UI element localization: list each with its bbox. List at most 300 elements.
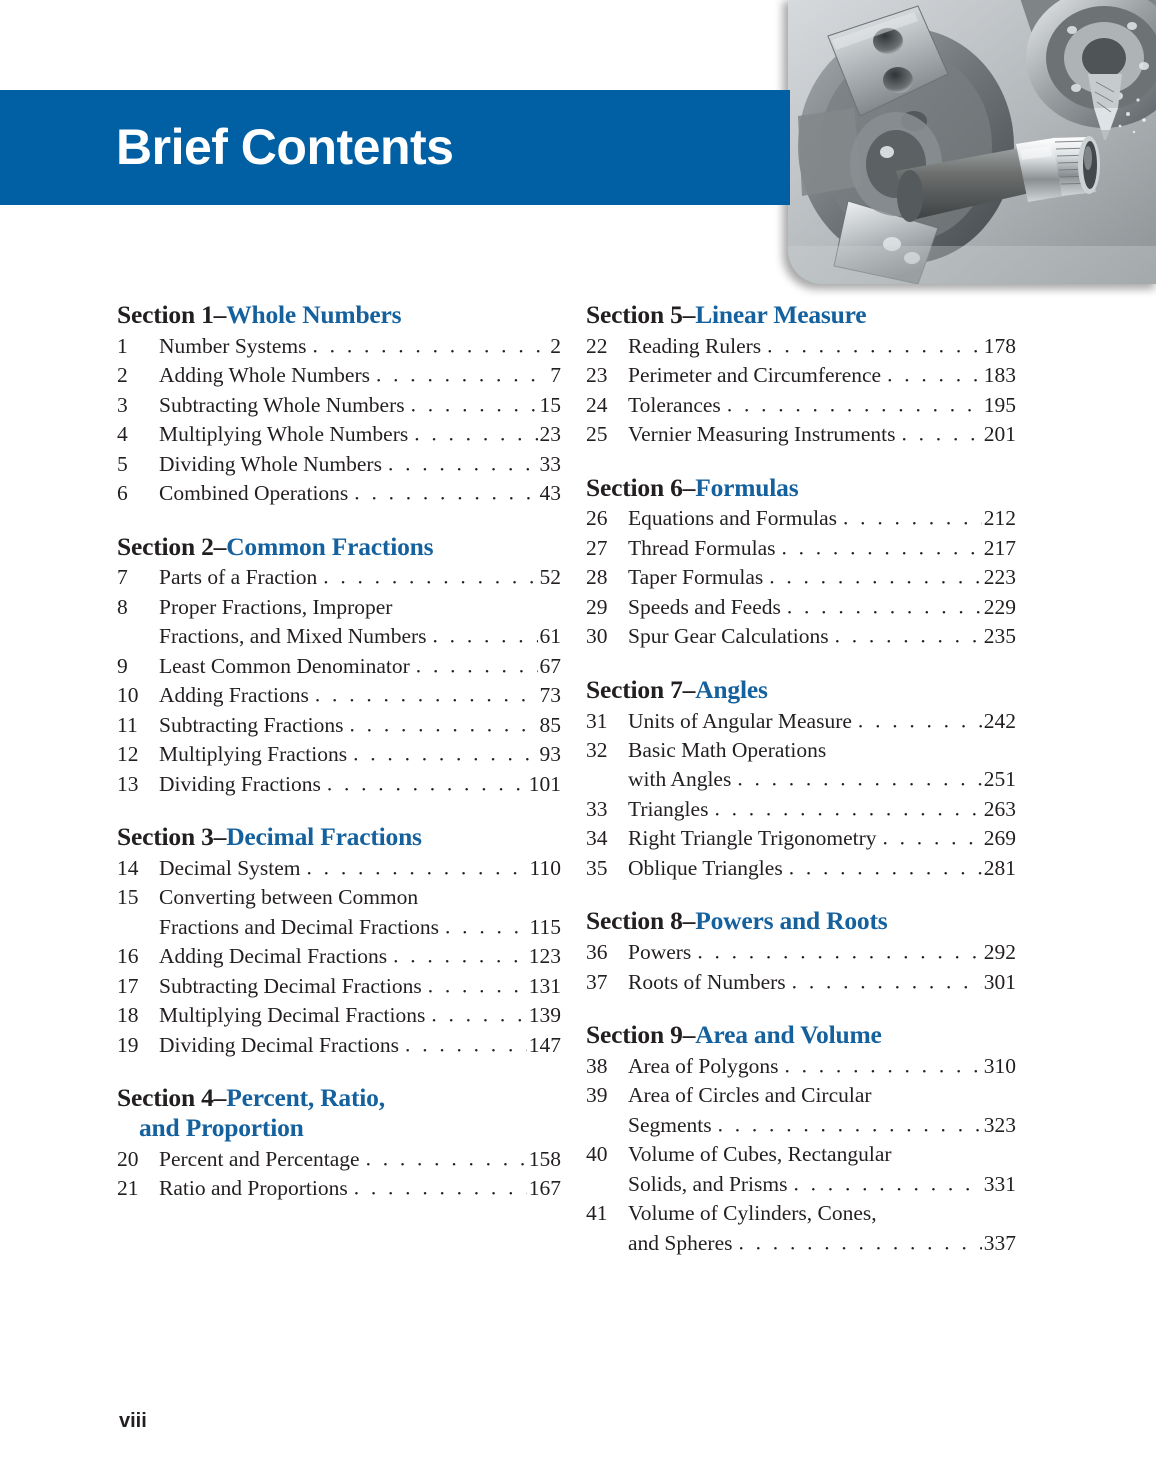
toc-dot-leader	[794, 1169, 982, 1198]
toc-dot-leader	[376, 361, 548, 390]
toc-entry-title: Proper Fractions, Improper	[159, 594, 393, 619]
toc-entry[interactable]	[117, 711, 561, 740]
toc-entry-title-line2: Fractions, and Mixed Numbers	[159, 624, 427, 649]
toc-section-block	[117, 1083, 561, 1204]
toc-dot-leader	[697, 938, 981, 967]
toc-section-block	[586, 675, 1016, 884]
toc-entry-title: Tolerances	[628, 392, 721, 417]
toc-entry-number: 36	[586, 940, 608, 965]
toc-entry-line	[117, 770, 561, 799]
toc-entry-number: 33	[586, 796, 608, 821]
toc-entry-line	[117, 711, 561, 740]
toc-entry-line	[117, 420, 561, 449]
toc-dot-leader	[781, 533, 981, 562]
toc-entry-number: 37	[586, 969, 608, 994]
section-heading-name: Decimal Fractions	[226, 822, 422, 851]
toc-entry-title: Decimal System	[159, 855, 301, 880]
toc-entry-page-number: 43	[539, 481, 561, 506]
toc-entry-line	[586, 1199, 1016, 1228]
toc-dot-leader	[883, 824, 982, 853]
toc-entry-title: Dividing Decimal Fractions	[159, 1032, 400, 1057]
toc-entry-page-number: 242	[983, 708, 1016, 733]
toc-entry-title: Volume of Cubes, Rectangular	[628, 1142, 892, 1167]
toc-entry-number: 31	[586, 708, 608, 733]
section-heading-prefix: Section 3–	[117, 822, 227, 851]
toc-entry-page-number: 147	[528, 1032, 561, 1057]
toc-entry-line	[117, 479, 561, 508]
toc-dot-leader	[902, 420, 982, 449]
toc-entry[interactable]	[117, 652, 561, 681]
toc-entry[interactable]	[117, 563, 561, 592]
toc-entry[interactable]	[117, 740, 561, 769]
toc-entry-line	[117, 1031, 561, 1060]
toc-dot-leader	[388, 449, 538, 478]
toc-entry-number: 8	[117, 594, 128, 619]
toc-entry-number: 15	[117, 885, 139, 910]
toc-entry[interactable]	[586, 968, 1016, 997]
toc-entry[interactable]	[586, 1140, 1016, 1199]
toc-entry-number: 17	[117, 973, 139, 998]
toc-entry-title: Thread Formulas	[628, 535, 776, 560]
toc-entry-page-number: 23	[539, 422, 561, 447]
toc-entry-line	[586, 1052, 1016, 1081]
toc-entry-number: 18	[117, 1003, 139, 1028]
toc-entry-title: Equations and Formulas	[628, 506, 838, 531]
toc-entry-line	[586, 420, 1016, 449]
toc-entry-title: Subtracting Decimal Fractions	[159, 973, 422, 998]
toc-entry-line	[586, 391, 1016, 420]
toc-entry[interactable]	[117, 391, 561, 420]
toc-dot-leader	[350, 710, 538, 739]
toc-entry-page-number: 7	[550, 363, 561, 388]
toc-entry[interactable]	[586, 593, 1016, 622]
toc-dot-leader	[354, 1174, 527, 1203]
toc-dot-leader	[327, 769, 527, 798]
toc-dot-leader	[405, 1030, 527, 1059]
toc-entry-title: Adding Decimal Fractions	[159, 944, 388, 969]
toc-entry-page-number: 178	[983, 333, 1016, 358]
toc-dot-leader	[739, 1228, 982, 1257]
toc-section-block	[117, 532, 561, 799]
toc-entry-title-line2: Solids, and Prisms	[628, 1171, 788, 1196]
toc-entry[interactable]	[117, 1174, 561, 1203]
toc-entry[interactable]	[117, 1031, 561, 1060]
toc-entry-line	[586, 795, 1016, 824]
toc-entry-number: 5	[117, 451, 128, 476]
toc-entry[interactable]	[586, 707, 1016, 736]
toc-entry-title: Area of Circles and Circular	[628, 1083, 872, 1108]
toc-entry-title: Taper Formulas	[628, 565, 764, 590]
toc-entry[interactable]	[117, 972, 561, 1001]
toc-dot-leader	[416, 651, 538, 680]
toc-entry[interactable]	[586, 736, 1016, 795]
toc-entry[interactable]	[117, 450, 561, 479]
toc-entry-number: 3	[117, 392, 128, 417]
toc-dot-leader	[366, 1144, 527, 1173]
section-heading-name: Powers and Roots	[695, 906, 888, 936]
toc-entry-line	[117, 361, 561, 390]
toc-entry-title: Basic Math Operations	[628, 738, 827, 763]
toc-entry-number: 41	[586, 1201, 608, 1226]
toc-entry-number: 21	[117, 1176, 139, 1201]
toc-entry-title: Parts of a Fraction	[159, 565, 318, 590]
toc-section-heading	[586, 675, 1016, 705]
toc-entry-title: Combined Operations	[159, 481, 349, 506]
toc-entry-title: Multiplying Whole Numbers	[159, 422, 409, 447]
toc-entry-page-number: 123	[528, 944, 561, 969]
toc-entry-page-number: 131	[528, 973, 561, 998]
toc-entry-number: 22	[586, 333, 608, 358]
toc-entry[interactable]	[586, 361, 1016, 390]
section-heading-prefix: Section 7–	[586, 674, 696, 704]
toc-entry[interactable]	[117, 479, 561, 508]
toc-entry-line	[117, 1001, 561, 1030]
toc-entry-page-number: 269	[983, 826, 1016, 851]
section-heading-prefix: Section 6–	[586, 472, 696, 502]
toc-section-heading	[117, 532, 561, 562]
toc-entry-line	[117, 563, 561, 592]
toc-entry-title: Oblique Triangles	[628, 855, 783, 880]
toc-entry-line	[117, 1174, 561, 1203]
section-heading-name: Percent, Ratio,	[226, 1083, 385, 1112]
toc-dot-leader	[784, 1051, 981, 1080]
toc-entry-page-number: 195	[983, 392, 1016, 417]
cnc-lathe-machining-image	[788, 0, 1156, 284]
toc-dot-leader	[727, 390, 982, 419]
toc-entry[interactable]	[586, 938, 1016, 967]
toc-entry-title: Number Systems	[159, 333, 307, 358]
toc-entry[interactable]	[117, 770, 561, 799]
toc-entry-number: 19	[117, 1032, 139, 1057]
page-number-folio: viii	[119, 1410, 147, 1432]
toc-entry[interactable]	[117, 681, 561, 710]
toc-section-block	[586, 300, 1016, 450]
toc-entry-page-number: 292	[983, 940, 1016, 965]
toc-entry-line	[117, 883, 561, 912]
toc-entry-title-line2: and Spheres	[628, 1230, 733, 1255]
toc-entry-line-continued	[586, 1111, 1016, 1140]
toc-entry-title: Subtracting Whole Numbers	[159, 392, 405, 417]
toc-entry-line-continued	[117, 622, 561, 651]
toc-entry-page-number: 263	[983, 796, 1016, 821]
table-of-contents	[0, 300, 1156, 1300]
section-heading-name: Linear Measure	[695, 300, 867, 329]
toc-entry[interactable]	[117, 942, 561, 971]
toc-entry-number: 11	[117, 712, 138, 737]
toc-entry-title: Roots of Numbers	[628, 969, 786, 994]
toc-entry[interactable]	[117, 1001, 561, 1030]
toc-entry-title: Speeds and Feeds	[628, 594, 781, 619]
title-banner	[0, 90, 790, 205]
toc-dot-leader	[835, 622, 982, 651]
toc-entry-title: Reading Rulers	[628, 333, 762, 358]
toc-entry[interactable]	[117, 361, 561, 390]
toc-entry-number: 7	[117, 565, 128, 590]
section-heading-name-line2: and Proportion	[139, 1112, 304, 1142]
toc-entry-title: Least Common Denominator	[159, 653, 410, 678]
toc-entry-title: Spur Gear Calculations	[628, 624, 829, 649]
toc-entry-number: 24	[586, 392, 608, 417]
toc-entry-title: Adding Whole Numbers	[159, 363, 370, 388]
toc-entry-number: 4	[117, 422, 128, 447]
toc-entry-page-number: 139	[528, 1003, 561, 1028]
toc-entry-number: 28	[586, 565, 608, 590]
toc-entry-number: 34	[586, 826, 608, 851]
toc-entry-number: 27	[586, 535, 608, 560]
toc-section-block	[117, 822, 561, 1060]
toc-entry[interactable]	[117, 1145, 561, 1174]
toc-dot-leader	[431, 1001, 526, 1030]
toc-entry-page-number: 201	[983, 422, 1016, 447]
toc-section-heading	[117, 822, 561, 852]
toc-entry-number: 2	[117, 363, 128, 388]
toc-entry-line-continued	[586, 1170, 1016, 1199]
toc-section-block	[117, 300, 561, 509]
toc-entry-number: 10	[117, 683, 139, 708]
toc-entry-line	[586, 563, 1016, 592]
toc-dot-leader	[433, 622, 538, 651]
toc-entry-title: Converting between Common	[159, 885, 419, 910]
toc-section-heading	[117, 1083, 561, 1143]
toc-entry-page-number: 331	[983, 1171, 1016, 1196]
toc-entry-line	[117, 942, 561, 971]
toc-entry-title: Units of Angular Measure	[628, 708, 852, 733]
toc-entry-line	[117, 1145, 561, 1174]
toc-dot-leader	[787, 592, 982, 621]
toc-entry-title: Powers	[628, 940, 692, 965]
toc-entry-number: 26	[586, 506, 608, 531]
toc-entry-number: 13	[117, 771, 139, 796]
toc-entry-line	[586, 968, 1016, 997]
section-heading-prefix: Section 2–	[117, 531, 227, 561]
toc-entry-page-number: 61	[539, 624, 561, 649]
toc-entry-title: Dividing Whole Numbers	[159, 451, 382, 476]
toc-entry-line	[586, 1081, 1016, 1110]
toc-dot-leader	[354, 479, 537, 508]
toc-dot-leader	[428, 971, 527, 1000]
toc-entry-line	[117, 593, 561, 622]
toc-entry-page-number: 73	[539, 683, 561, 708]
toc-entry-line	[586, 1140, 1016, 1169]
toc-entry-page-number: 212	[983, 506, 1016, 531]
toc-entry-page-number: 217	[983, 535, 1016, 560]
toc-entry-number: 32	[586, 738, 608, 763]
toc-section-heading	[586, 906, 1016, 936]
toc-entry-line	[117, 332, 561, 361]
toc-column-left	[117, 300, 561, 1204]
toc-dot-leader	[714, 794, 981, 823]
toc-entry-title: Dividing Fractions	[159, 771, 321, 796]
toc-entry-title: Right Triangle Trigonometry	[628, 826, 877, 851]
toc-entry[interactable]	[586, 1081, 1016, 1140]
toc-entry[interactable]	[586, 504, 1016, 533]
toc-entry[interactable]	[586, 332, 1016, 361]
toc-entry-page-number: 337	[983, 1230, 1016, 1255]
section-heading-prefix: Section 8–	[586, 906, 696, 936]
toc-dot-leader	[737, 765, 981, 794]
toc-section-heading	[586, 1020, 1016, 1050]
toc-entry-line	[117, 391, 561, 420]
toc-dot-leader	[411, 390, 538, 419]
toc-entry[interactable]	[117, 593, 561, 652]
toc-entry-line	[586, 504, 1016, 533]
toc-entry-title: Perimeter and Circumference	[628, 363, 882, 388]
toc-entry-number: 29	[586, 594, 608, 619]
toc-entry-line	[586, 332, 1016, 361]
toc-entry-line	[117, 652, 561, 681]
toc-entry-page-number: 323	[983, 1112, 1016, 1137]
toc-entry-line	[117, 972, 561, 1001]
toc-entry-page-number: 93	[539, 742, 561, 767]
toc-entry-page-number: 2	[550, 333, 561, 358]
toc-entry-line	[117, 740, 561, 769]
toc-entry[interactable]	[586, 622, 1016, 651]
toc-entry-page-number: 33	[539, 451, 561, 476]
toc-entry-page-number: 235	[983, 624, 1016, 649]
toc-entry-line	[586, 854, 1016, 883]
toc-entry-title: Triangles	[628, 796, 709, 821]
toc-dot-leader	[789, 853, 982, 882]
toc-dot-leader	[792, 967, 982, 996]
toc-entry[interactable]	[117, 420, 561, 449]
toc-entry-title: Adding Fractions	[159, 683, 309, 708]
toc-entry-line	[586, 736, 1016, 765]
toc-entry-title-line2: Segments	[628, 1112, 712, 1137]
section-heading-name: Whole Numbers	[226, 300, 402, 329]
toc-entry-line	[586, 824, 1016, 853]
toc-entry-number: 25	[586, 422, 608, 447]
toc-entry[interactable]	[586, 854, 1016, 883]
toc-dot-leader	[858, 706, 982, 735]
toc-entry[interactable]	[117, 854, 561, 883]
toc-entry-number: 40	[586, 1142, 608, 1167]
toc-dot-leader	[445, 912, 528, 941]
page-title: Brief Contents	[116, 118, 454, 175]
toc-entry-page-number: 101	[528, 771, 561, 796]
toc-section-block	[586, 906, 1016, 997]
toc-section-block	[586, 1020, 1016, 1258]
section-heading-name: Formulas	[695, 472, 799, 502]
toc-dot-leader	[313, 331, 549, 360]
toc-entry-number: 1	[117, 333, 128, 358]
toc-entry[interactable]	[586, 534, 1016, 563]
toc-entry-title: Vernier Measuring Instruments	[628, 422, 896, 447]
toc-entry-line-continued	[586, 1229, 1016, 1258]
header-photo	[788, 0, 1156, 284]
toc-entry-page-number: 251	[983, 767, 1016, 792]
toc-entry-page-number: 301	[983, 969, 1016, 994]
toc-entry-line-continued	[117, 913, 561, 942]
toc-entry-line	[117, 854, 561, 883]
toc-entry[interactable]	[117, 883, 561, 942]
toc-dot-leader	[718, 1110, 982, 1139]
toc-entry-title: Multiplying Fractions	[159, 742, 348, 767]
toc-entry-number: 30	[586, 624, 608, 649]
toc-entry-number: 12	[117, 742, 139, 767]
toc-entry-title: Percent and Percentage	[159, 1146, 360, 1171]
toc-entry-line	[586, 593, 1016, 622]
toc-entry[interactable]	[586, 1199, 1016, 1258]
toc-section-heading	[586, 300, 1016, 330]
toc-entry-title: Ratio and Proportions	[159, 1176, 348, 1201]
toc-entry-page-number: 52	[539, 565, 561, 590]
toc-entry[interactable]	[586, 1052, 1016, 1081]
toc-entry-number: 38	[586, 1053, 608, 1078]
toc-entry-line	[586, 707, 1016, 736]
toc-entry-page-number: 67	[539, 653, 561, 678]
toc-dot-leader	[843, 504, 982, 533]
toc-entry-page-number: 229	[983, 594, 1016, 619]
toc-entry-title: Subtracting Fractions	[159, 712, 344, 737]
toc-entry[interactable]	[117, 332, 561, 361]
toc-entry-title: Volume of Cylinders, Cones,	[628, 1201, 877, 1226]
toc-entry[interactable]	[586, 563, 1016, 592]
toc-entry-line	[117, 681, 561, 710]
toc-entry[interactable]	[586, 391, 1016, 420]
toc-dot-leader	[887, 361, 982, 390]
toc-entry-page-number: 223	[983, 565, 1016, 590]
toc-entry-page-number: 183	[983, 363, 1016, 388]
toc-entry[interactable]	[586, 795, 1016, 824]
toc-entry-page-number: 110	[529, 855, 561, 880]
toc-entry-line-continued	[586, 765, 1016, 794]
toc-section-heading	[117, 300, 561, 330]
toc-entry-page-number: 15	[539, 392, 561, 417]
toc-entry[interactable]	[586, 824, 1016, 853]
section-heading-name: Area and Volume	[695, 1020, 882, 1050]
toc-entry-page-number: 158	[528, 1146, 561, 1171]
toc-entry-page-number: 167	[528, 1176, 561, 1201]
toc-dot-leader	[323, 563, 537, 592]
toc-dot-leader	[307, 853, 528, 882]
toc-entry-number: 16	[117, 944, 139, 969]
section-heading-name: Common Fractions	[226, 531, 434, 561]
toc-entry-number: 39	[586, 1083, 608, 1108]
toc-entry-page-number: 310	[983, 1053, 1016, 1078]
toc-entry-page-number: 281	[983, 855, 1016, 880]
toc-entry-line	[586, 534, 1016, 563]
toc-dot-leader	[315, 681, 538, 710]
toc-entry-number: 9	[117, 653, 128, 678]
toc-entry-title: Area of Polygons	[628, 1053, 779, 1078]
section-heading-prefix: Section 9–	[586, 1020, 696, 1050]
toc-entry-title-line2: Fractions and Decimal Fractions	[159, 914, 440, 939]
section-heading-prefix: Section 1–	[117, 300, 227, 329]
toc-dot-leader	[353, 740, 537, 769]
toc-column-right	[586, 300, 1016, 1258]
toc-dot-leader	[393, 942, 527, 971]
toc-entry-page-number: 115	[529, 914, 561, 939]
toc-entry-number: 14	[117, 855, 139, 880]
toc-entry-line	[117, 450, 561, 479]
toc-entry-page-number: 85	[539, 712, 561, 737]
toc-section-block	[586, 473, 1016, 652]
toc-dot-leader	[414, 420, 537, 449]
toc-dot-leader	[769, 563, 982, 592]
section-heading-prefix: Section 5–	[586, 300, 696, 329]
toc-entry-line	[586, 622, 1016, 651]
toc-entry-title-line2: with Angles	[628, 767, 732, 792]
toc-entry-number: 23	[586, 363, 608, 388]
toc-entry-number: 20	[117, 1146, 139, 1171]
toc-entry-number: 6	[117, 481, 128, 506]
section-heading-prefix: Section 4–	[117, 1083, 227, 1112]
section-heading-name: Angles	[695, 674, 768, 704]
toc-entry-line	[586, 938, 1016, 967]
toc-entry[interactable]	[586, 420, 1016, 449]
toc-entry-line	[586, 361, 1016, 390]
toc-entry-number: 35	[586, 855, 608, 880]
